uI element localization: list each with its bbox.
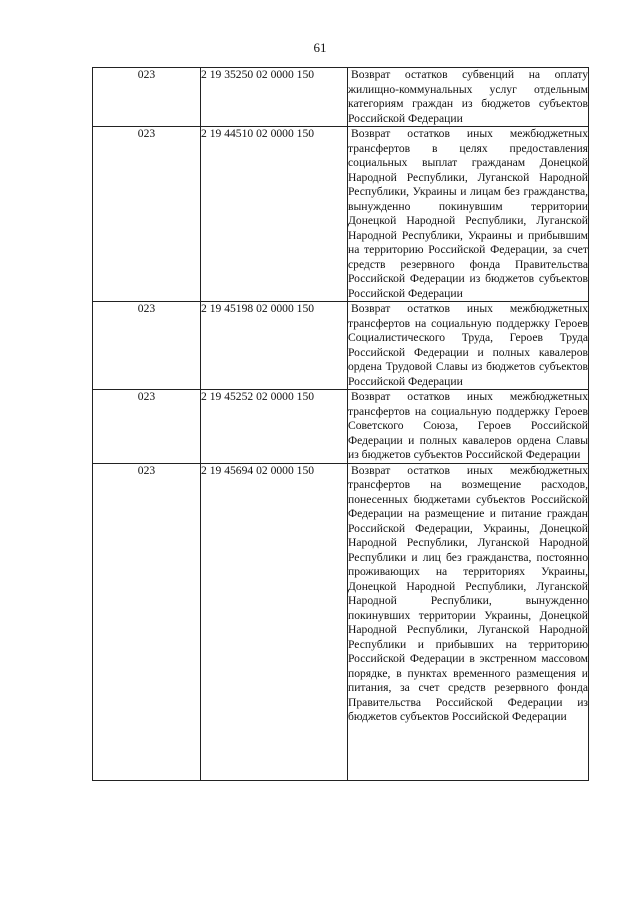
budget-code-cell: 2 19 45694 02 0000 150: [201, 463, 348, 780]
table-row: [93, 127, 589, 302]
admin-code-cell: 023: [93, 68, 201, 127]
budget-codes-table: [92, 67, 589, 781]
table-row: [93, 68, 589, 127]
admin-code-cell: 023: [93, 302, 201, 390]
table-row: [93, 463, 589, 780]
table-row: [93, 302, 589, 390]
budget-code-cell: 2 19 35250 02 0000 150: [201, 68, 348, 127]
description-cell: Возврат остатков иных межбюджетных трансфертов в целях предоставления социальных выплат гражданам Донецкой Народной Республики, Луганской Народной Республики, Украины и лицам без гражданства, вынужденно покинувшим территории Донецкой Народной Республики, Луганской Народной Республики, Украины и прибывшим на территорию Российской Федерации, за счет средств резервного фонда Правительства Российской Федерации из бюджетов субъектов Российской Федерации: [348, 127, 588, 300]
budget-code-cell: 2 19 45198 02 0000 150: [201, 302, 348, 390]
admin-code-cell: 023: [93, 463, 201, 780]
table-row: [93, 390, 589, 464]
budget-code-cell: 2 19 44510 02 0000 150: [201, 127, 348, 302]
page-number: 61: [313, 40, 327, 55]
description-cell: Возврат остатков иных межбюджетных трансфертов на социальную поддержку Героев Социалистического Труда, Героев Труда Российской Федерации и полных кавалеров ордена Трудовой Славы из бюджетов субъектов Российской Федерации: [348, 302, 588, 388]
admin-code-cell: 023: [93, 390, 201, 464]
admin-code-cell: 023: [93, 127, 201, 302]
description-cell: Возврат остатков иных межбюджетных трансфертов на возмещение расходов, понесенных бюджетами субъектов Российской Федерации на размещение и питание граждан Российской Федерации, Украины, Донецкой Народной Республики, Луганской Народной Республики и лиц без гражданства, постоянно проживающих на территориях Украины, Донецкой Народной Республики, Луганской Народной Республики, вынужденно покинувших территории Украины, Донецкой Народной Республики, Луганской Народной Республики и прибывших на территорию Российской Федерации в экстренном массовом порядке, в пунктах временного размещения и питания, за счет средств резервного фонда Правительства Российской Федерации из бюджетов субъектов Российской Федерации: [348, 463, 589, 780]
budget-code-cell: 2 19 45252 02 0000 150: [201, 390, 348, 464]
description-cell: Возврат остатков иных межбюджетных трансфертов на социальную поддержку Героев Советского Союза, Героев Российской Федерации и полных кавалеров ордена Славы из бюджетов субъектов Российской Федерации: [348, 390, 588, 461]
description-cell: Возврат остатков субвенций на оплату жилищно-коммунальных услуг отдельным категориям граждан из бюджетов субъектов Российской Федерации: [348, 68, 588, 125]
